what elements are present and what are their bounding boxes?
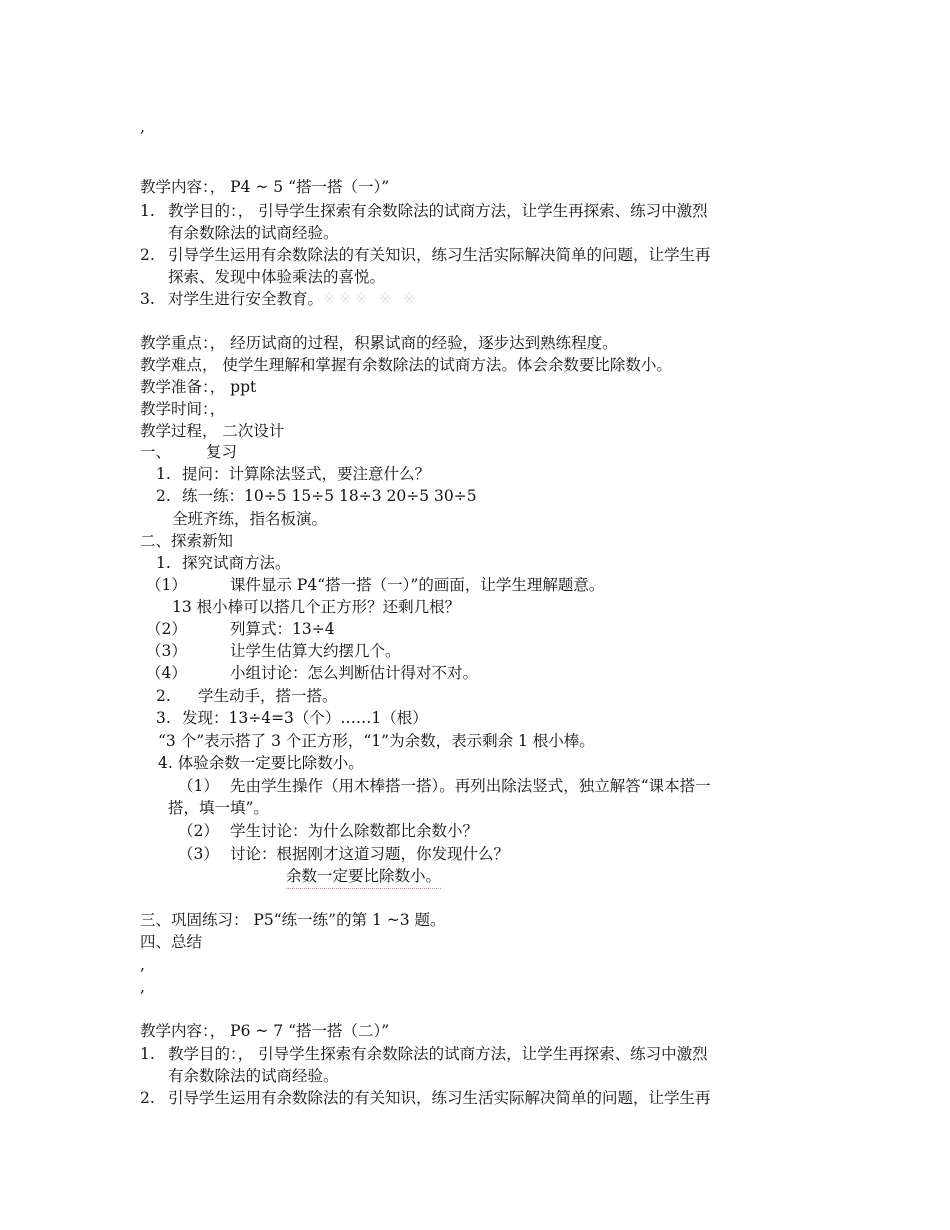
objective-text: 引导学生运用有余数除法的有关知识，练习生活实际解决简单的问题，让学生再	[168, 1089, 711, 1107]
item-text: 发现：13÷4=3（个）……1（根）	[182, 709, 428, 727]
question-text: 13 根小棒可以搭几个正方形？还剩几根？	[172, 598, 461, 616]
item-text: 探究试商方法。	[182, 554, 291, 572]
sub-item-number: （1）	[178, 777, 219, 795]
item-number: 2.	[156, 687, 171, 705]
sub-item-number: （4）	[146, 664, 187, 682]
lesson-content: 教学内容：， P6 ~ 7 “搭一搭（二）”	[140, 1022, 390, 1040]
section-title: 四、总结	[140, 933, 203, 951]
sub-item-text: 课件显示 P4“搭一搭（一）”的画面，让学生理解题意。	[230, 576, 605, 594]
stray-mark: ,	[140, 978, 145, 996]
sub-item-text: 让学生估算大约摆几个。	[230, 642, 401, 660]
item-number: 1.	[156, 554, 171, 572]
section-title: 二、探索新知	[140, 532, 234, 550]
conclusion-text: 余数一定要比除数小。	[286, 865, 441, 889]
teaching-process: 教学过程， 二次设计	[140, 422, 285, 440]
objective-number: 1.	[140, 1045, 155, 1063]
stray-mark: ,	[140, 956, 145, 974]
sub-item-number: （1）	[146, 576, 187, 594]
teaching-time: 教学时间：，	[140, 400, 226, 418]
difficulty: 教学难点， 使学生理解和掌握有余数除法的试商方法。体会余数要比除数小。	[140, 356, 672, 374]
sub-item-number: （3）	[178, 845, 219, 863]
objective-text: 对学生进行安全教育。※※※ ※ ※	[168, 290, 419, 308]
sub-item-number: （2）	[178, 822, 219, 840]
section-title: 复习	[206, 443, 238, 461]
item-number: 2.	[156, 487, 171, 505]
sub-item-text: 小组讨论：怎么判断估计得对不对。	[230, 664, 479, 682]
faint-watermark: ※※※ ※ ※	[323, 290, 419, 308]
objective-text-cont: 有余数除法的试商经验。	[168, 224, 339, 242]
item-text: 学生动手，搭一搭。	[198, 687, 338, 705]
sub-item-text-cont: 搭，填一填”。	[168, 799, 269, 817]
sub-item-number: （2）	[146, 620, 187, 638]
objective-number: 2.	[140, 1089, 155, 1107]
item-number: 1.	[156, 465, 171, 483]
item-note: 全班齐练，指名板演。	[172, 510, 328, 528]
objective-text: 教学目的：， 引导学生探索有余数除法的试商方法，让学生再探索、练习中激烈	[168, 1045, 708, 1063]
sub-item-text: 学生讨论：为什么除数都比余数小？	[230, 822, 479, 840]
lesson-content: 教学内容：， P4 ~ 5 “搭一搭（一）”	[140, 178, 390, 196]
objective-text: 教学目的：， 引导学生探索有余数除法的试商方法，让学生再探索、练习中激烈	[168, 202, 708, 220]
objective-text-cont: 探索、发现中体验乘法的喜悦。	[168, 268, 386, 286]
item-text: 练一练：10÷5 15÷5 18÷3 20÷5 30÷5	[182, 487, 477, 505]
sub-item-number: （3）	[146, 642, 187, 660]
item-number: 3.	[156, 709, 171, 727]
objective-number: 1.	[140, 202, 155, 220]
section-title: 三、巩固练习： P5“练一练”的第 1 ~3 题。	[140, 911, 446, 929]
stray-mark: ,	[140, 118, 145, 136]
objective-text-cont: 有余数除法的试商经验。	[168, 1067, 339, 1085]
sub-item-text: 先由学生操作（用木棒搭一搭）。再列出除法竖式，独立解答“课本搭一	[230, 777, 711, 795]
key-point: 教学重点：， 经历试商的过程，积累试商的经验，逐步达到熟练程度。	[140, 334, 618, 352]
objective-number: 3.	[140, 290, 155, 308]
section-number: 一、	[140, 443, 172, 461]
objective-number: 2.	[140, 246, 155, 264]
item-text: 4. 体验余数一定要比除数小。	[158, 754, 364, 772]
item-text: 提问：计算除法竖式，要注意什么？	[182, 465, 431, 483]
objective-text: 引导学生运用有余数除法的有关知识，练习生活实际解决简单的问题，让学生再	[168, 246, 711, 264]
sub-item-text: 列算式：13÷4	[230, 620, 335, 638]
sub-item-text: 讨论：根据刚才这道习题，你发现什么？	[230, 845, 510, 863]
preparation: 教学准备：， ppt	[140, 378, 257, 396]
explanation-text: “3 个”表示搭了 3 个正方形，“1”为余数，表示剩余 1 根小棒。	[158, 732, 595, 750]
